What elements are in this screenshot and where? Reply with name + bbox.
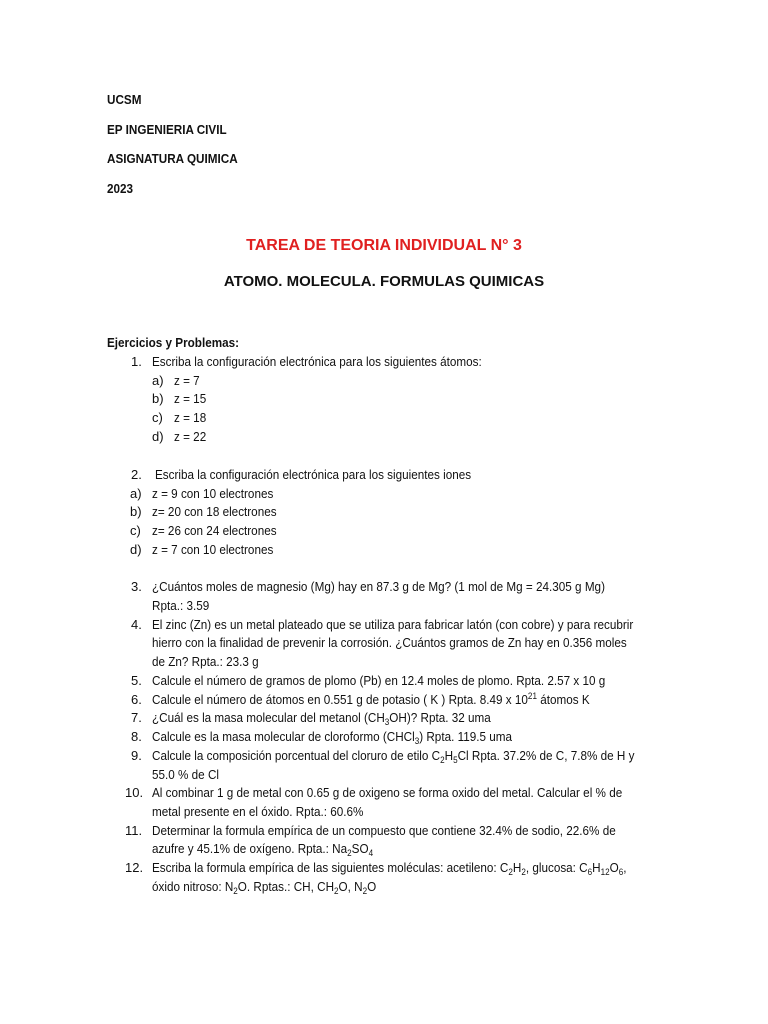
q1-item: z = 18 bbox=[174, 410, 207, 425]
q1-item: z = 22 bbox=[174, 429, 207, 444]
p11-number: 11. bbox=[125, 823, 143, 838]
p9-line1: Calcule la composición porcentual del cloruro de etilo $C_2H_5Cl$ Rpta. 37.2% de C, 7.8% de H y bbox=[152, 748, 635, 765]
q2-item-label: a) bbox=[130, 486, 142, 501]
q1-item-label: c) bbox=[152, 410, 163, 425]
q2-item-label: d) bbox=[130, 542, 142, 557]
header-school: EP INGENIERIA CIVIL bbox=[107, 122, 227, 137]
q2-item: z = 7 con 10 electrones bbox=[152, 542, 274, 557]
section-label: Ejercicios y Problemas: bbox=[107, 335, 240, 350]
q1-item: z = 7 bbox=[174, 373, 200, 388]
p10-line1: Al combinar 1 g de metal con 0.65 g de oxigeno se forma oxido del metal. Calcular el % de bbox=[152, 785, 623, 800]
q1-number: 1. bbox=[131, 354, 142, 369]
p9-number: 9. bbox=[131, 748, 142, 763]
p4-line1: El zinc (Zn) es un metal plateado que se utiliza para fabricar latón (con cobre) y para recubrir bbox=[152, 617, 634, 632]
p6-number: 6. bbox=[131, 692, 142, 707]
q2-item-label: b) bbox=[130, 504, 142, 519]
assignment-subtitle: ATOMO. MOLECULA. FORMULAS QUIMICAS bbox=[223, 273, 545, 290]
p7-number: 7. bbox=[131, 710, 142, 725]
p12-line2: óxido nitroso: $N_2O$. Rptas.: CH, $CH_2O$, $N_2O$ bbox=[152, 879, 377, 896]
p12-number: 12. bbox=[125, 860, 144, 875]
q2-item: z= 20 con 18 electrones bbox=[152, 504, 277, 519]
q2-item: z = 9 con 10 electrones bbox=[152, 486, 274, 501]
q2-text: Escriba la configuración electrónica para los siguientes iones bbox=[155, 467, 472, 482]
p7-text: ¿Cuál es la masa molecular del metanol $(CH_3OH)$? Rpta. 32 uma bbox=[152, 710, 491, 727]
p5-text: Calcule el número de gramos de plomo (Pb) en 12.4 moles de plomo. Rpta. 2.57 x 10 g bbox=[152, 673, 606, 688]
p4-line2: hierro con la finalidad de prevenir la corrosión. ¿Cuántos gramos de Zn hay en 0.356 moles bbox=[152, 635, 627, 650]
q1-text: Escriba la configuración electrónica para los siguientes átomos: bbox=[152, 354, 482, 369]
p3-number: 3. bbox=[131, 579, 142, 594]
q1-item-label: b) bbox=[152, 391, 164, 406]
p5-number: 5. bbox=[131, 673, 142, 688]
q1-item-label: d) bbox=[152, 429, 164, 444]
q2-item-label: c) bbox=[130, 523, 141, 538]
q1-item-label: a) bbox=[152, 373, 164, 388]
p10-number: 10. bbox=[125, 785, 144, 800]
p11-line1: Determinar la formula empírica de un compuesto que contiene 32.4% de sodio, 22.6% de bbox=[152, 823, 616, 838]
p6-text: Calcule el número de átomos en 0.551 g de potasio ( K ) Rpta. 8.49 x $10^{21}$ átomos K bbox=[152, 691, 590, 707]
header-university: UCSM bbox=[107, 92, 142, 107]
p8-text: Calcule es la masa molecular de cloroformo (CHCl$_3$) Rpta. 119.5 uma bbox=[152, 729, 512, 746]
p11-line2: azufre y 45.1% de oxígeno. Rpta.: $Na_2SO_4$ bbox=[152, 841, 374, 858]
header-course: ASIGNATURA QUIMICA bbox=[107, 151, 238, 166]
q2-item: z= 26 con 24 electrones bbox=[152, 523, 277, 538]
assignment-title: TAREA DE TEORIA INDIVIDUAL N° 3 bbox=[246, 237, 522, 254]
p4-number: 4. bbox=[131, 617, 142, 632]
p10-line2: metal presente en el óxido. Rpta.: 60.6% bbox=[152, 804, 364, 819]
p9-line2: 55.0 % de Cl bbox=[152, 767, 219, 782]
q2-number: 2. bbox=[131, 467, 142, 482]
q1-item: z = 15 bbox=[174, 391, 207, 406]
p3-line1: ¿Cuántos moles de magnesio (Mg) hay en 87.3 g de Mg? (1 mol de Mg = 24.305 g Mg) bbox=[152, 579, 605, 594]
p12-line1: Escriba la formula empírica de las siguientes moléculas: acetileno: $C_2H_2$, glucosa: $C_6H_{12}O_6$, bbox=[152, 860, 627, 877]
p4-line3: de Zn? Rpta.: 23.3 g bbox=[152, 654, 259, 669]
p3-line2: Rpta.: 3.59 bbox=[152, 598, 210, 613]
header-year: 2023 bbox=[107, 181, 134, 196]
p8-number: 8. bbox=[131, 729, 142, 744]
